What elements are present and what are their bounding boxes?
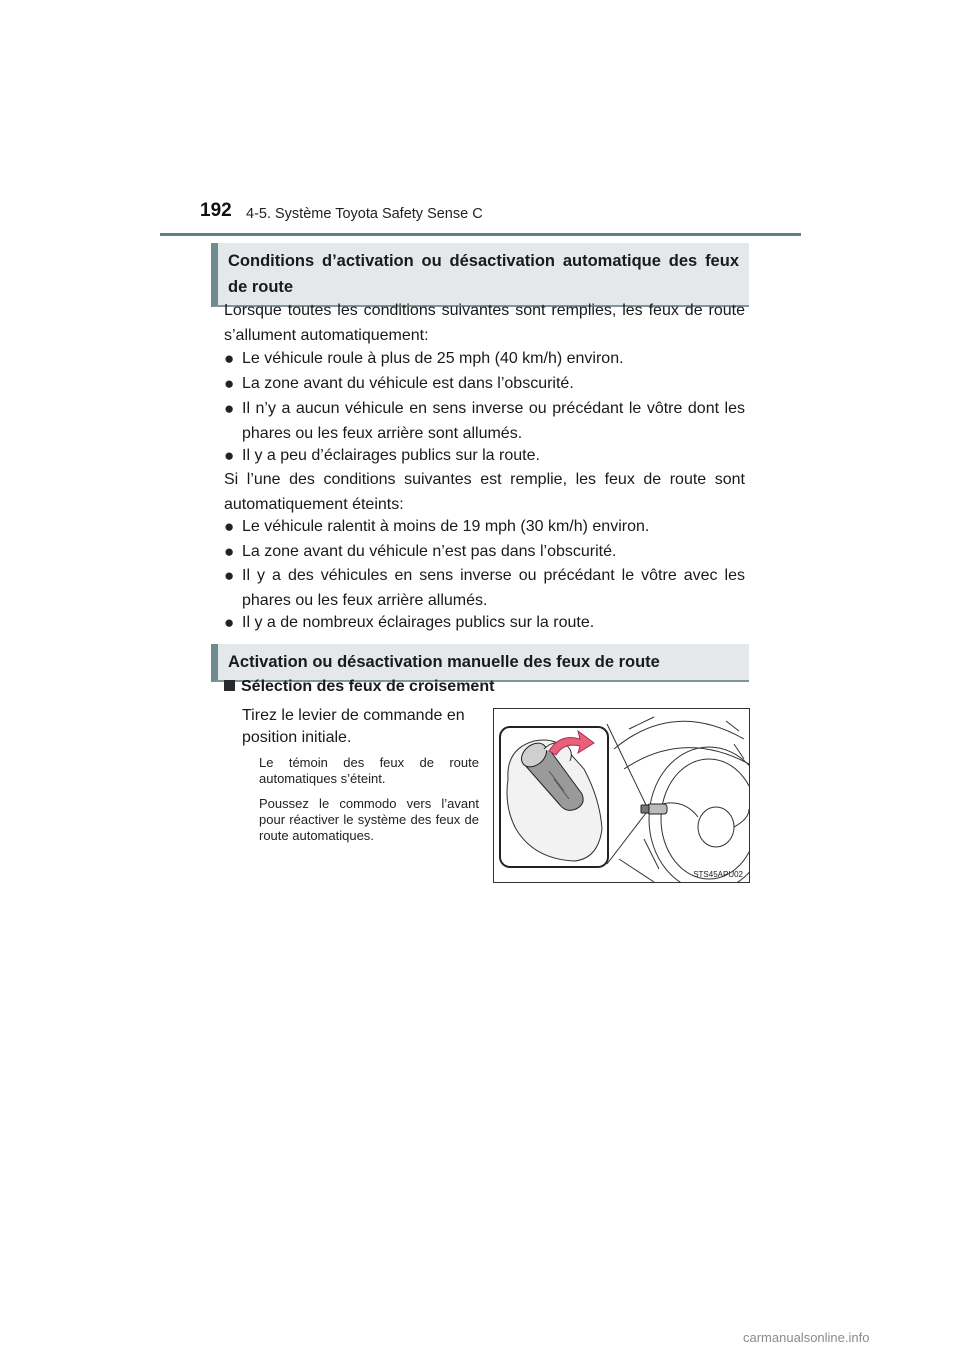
bullet-icon: ● (224, 542, 235, 561)
list-item-text: La zone avant du véhicule n’est pas dans l’obscurité. (242, 543, 617, 560)
list-item (224, 563, 745, 613)
list-item-text: La zone avant du véhicule est dans l’obscurité. (242, 375, 574, 392)
subheading-text: Sélection des feux de croisement (241, 678, 495, 695)
note-text: Poussez le commodo vers l’avant pour réactiver le système des feux de route automatiques. (259, 796, 479, 843)
square-bullet-icon (224, 680, 235, 691)
list-item-text: Il y a de nombreux éclairages publics sur la route. (242, 614, 595, 631)
intro-on-paragraph: Lorsque toutes les conditions suivantes sont remplies, les feux de route s’allument automatiquement: (224, 302, 745, 344)
list-item-text: Il n’y a aucun véhicule en sens inverse ou précédant le vôtre dont les phares ou les feux arrière sont allumés. (242, 400, 745, 442)
list-item-text: Il y a des véhicules en sens inverse ou précédant le vôtre avec les phares ou les feux arrière allumés. (242, 567, 745, 609)
bullet-icon: ● (224, 446, 235, 465)
bullet-icon: ● (224, 566, 235, 585)
lever-illustration (493, 708, 750, 883)
lever-drawing-icon (494, 709, 749, 882)
list-item (224, 539, 745, 564)
note-text: Le témoin des feux de route automatiques s’éteint. (259, 755, 479, 786)
section-heading-manual: Activation ou désactivation manuelle des feux de route (211, 644, 749, 682)
list-item-text: Le véhicule roule à plus de 25 mph (40 km/h) environ. (242, 350, 624, 367)
list-item (224, 346, 745, 371)
list-item (224, 610, 745, 635)
bullet-icon: ● (224, 613, 235, 632)
list-item-text: Il y a peu d’éclairages publics sur la route. (242, 447, 540, 464)
illustration-code: STS45APU02 (693, 870, 743, 879)
subheading (224, 677, 494, 697)
bullet-icon: ● (224, 399, 235, 418)
list-item (224, 514, 745, 539)
header-rule (160, 233, 801, 236)
list-item (224, 396, 745, 446)
list-item-text: Le véhicule ralentit à moins de 19 mph (30 km/h) environ. (242, 518, 650, 535)
bullet-icon: ● (224, 374, 235, 393)
bullet-icon: ● (224, 517, 235, 536)
bullet-icon: ● (224, 349, 235, 368)
intro-off-paragraph: Si l’une des conditions suivantes est remplie, les feux de route sont automatiquement éteints: (224, 471, 745, 513)
section-heading-auto: Conditions d’activation ou désactivation automatique des feux de route (211, 243, 749, 307)
list-item (224, 371, 745, 396)
watermark: carmanualsonline.info (743, 1330, 870, 1345)
list-item (224, 443, 745, 468)
instruction-step: Tirez le levier de commande en position initiale. (242, 707, 465, 746)
page-number: 192 (200, 200, 232, 221)
running-title: 4-5. Système Toyota Safety Sense C (246, 206, 483, 222)
